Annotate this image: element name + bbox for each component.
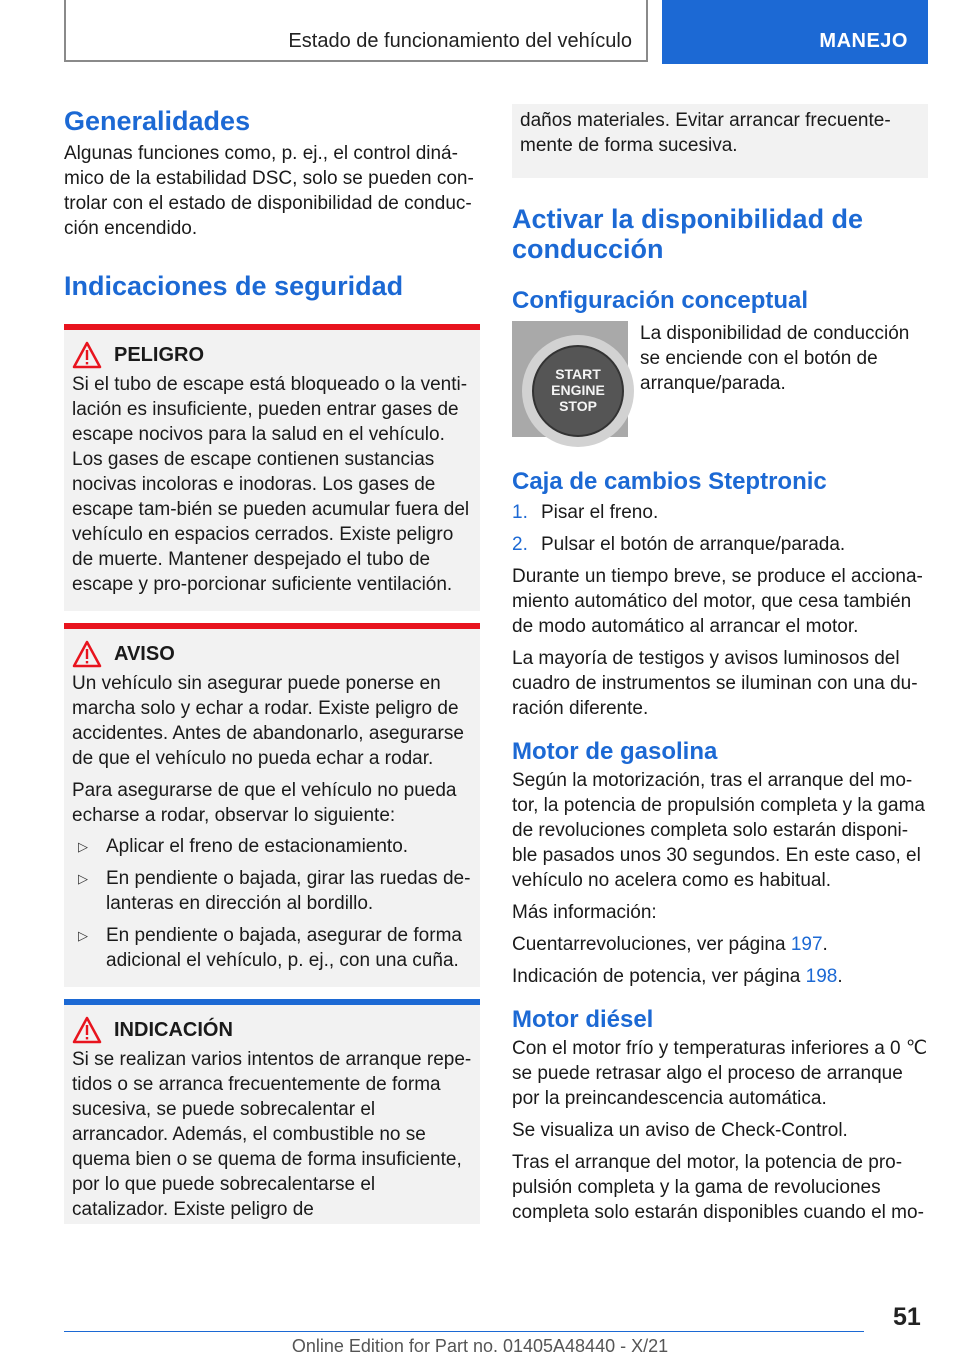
list-item: ▷ En pendiente o bajada, asegurar de forma adicional el vehículo, p. ej., con una cuña.	[78, 925, 462, 971]
warning-triangle-icon	[72, 341, 102, 369]
hint-text-continued: daños materiales. Evitar arrancar frecuente-mente de forma sucesiva.	[520, 110, 891, 156]
notice-label: AVISO	[114, 642, 175, 665]
notice-text-2: Para asegurarse de que el vehículo no pueda echarse a rodar, observar lo siguiente:	[72, 780, 457, 826]
heading-generalidades: Generalidades	[64, 106, 251, 136]
section-tab-label: MANEJO	[819, 30, 908, 52]
list-item: 1. Pisar el freno.	[512, 502, 659, 523]
list-item: 2. Pulsar el botón de arranque/parada.	[512, 534, 846, 555]
triangle-bullet-icon: ▷	[78, 839, 88, 854]
start-stop-button: START ENGINE STOP	[532, 345, 624, 437]
paragraph-diesel-2: Se visualiza un aviso de Check-Control.	[512, 1120, 848, 1141]
heading-activate: Activar la disponibilidad de conducción	[512, 204, 864, 264]
page-link-198[interactable]: 198	[805, 966, 838, 987]
reference-power-display: Indicación de potencia, ver página 198.	[512, 966, 843, 987]
paragraph-step-1: Durante un tiempo breve, se produce el acciona-miento automático del motor, que cesa también de modo automático al arrancar el motor.	[512, 566, 923, 637]
concept-row	[512, 321, 928, 437]
warning-triangle-icon	[72, 1016, 102, 1044]
paragraph-generalidades: Algunas funciones como, p. ej., el control diná-mico de la estabilidad DSC, solo se pueden con-trolar con el estado de disponibilidad de conduc-ción encendido.	[64, 143, 474, 239]
heading-diesel: Motor diésel	[512, 1006, 654, 1033]
warning-triangle-icon	[72, 640, 102, 668]
notice-text-1: Un vehículo sin asegurar puede ponerse en marcha solo y echar a rodar. Existe peligro de accidentes. Antes de abandonarlo, asegurarse de que el vehículo no pueda echar a rodar.	[72, 673, 464, 769]
page-number: 51	[893, 1303, 921, 1331]
danger-text: Si el tubo de escape está bloqueado o la venti-lación es insuficiente, pueden entrar gases de escape nocivos para la salud en el vehículo. Los gases de escape contienen sustancias nocivas incoloras e inodoras. Los gases de escape tam-bién se pueden acumular fuera del vehículo en espacios cerrados. Existe peligro de muerte. Mantener despejado el tubo de escape y pro-porcionar suficiente ventilación.	[72, 374, 470, 595]
notice-header	[72, 639, 474, 669]
right-column	[512, 104, 928, 1225]
reference-tachometer: Cuentarrevoluciones, ver página 197.	[512, 934, 828, 955]
header-frame	[64, 0, 648, 62]
page-link-197[interactable]: 197	[790, 934, 823, 955]
danger-header	[72, 340, 474, 370]
hint-label: INDICACIÓN	[114, 1018, 233, 1041]
danger-box	[64, 324, 480, 611]
danger-label: PELIGRO	[114, 343, 205, 366]
hint-header	[72, 1015, 474, 1045]
header-title: Estado de funcionamiento del vehículo	[288, 30, 632, 52]
paragraph-gasoline-1: Según la motorización, tras el arranque del mo-tor, la potencia de propulsión completa y la gama de revoluciones completa solo estarán disponi-ble pasados unos 30 segundos. En este caso, el vehículo no acelera como es habitual.	[512, 770, 925, 891]
list-item: ▷ En pendiente o bajada, girar las ruedas de-lanteras en dirección al bordillo.	[78, 868, 471, 914]
start-stop-button-image	[512, 321, 628, 437]
paragraph-step-2: La mayoría de testigos y avisos luminosos del cuadro de instrumentos se iluminan con una du-ración diferente.	[512, 648, 918, 719]
heading-safety: Indicaciones de seguridad	[64, 271, 404, 301]
notice-box	[64, 623, 480, 987]
paragraph-concept: La disponibilidad de conducción se enciende con el botón de arranque/parada.	[640, 323, 910, 394]
left-column	[64, 96, 480, 1224]
footer-divider	[64, 1331, 864, 1332]
paragraph-diesel-3: Tras el arranque del motor, la potencia de pro-pulsión completa y la gama de revoluciones completa solo estarán disponibles cuando el mo-	[512, 1152, 924, 1223]
notice-bullet-list	[72, 834, 474, 973]
heading-steptronic: Caja de cambios Steptronic	[512, 468, 827, 495]
footer-edition: Online Edition for Part no. 01405A48440 - X/21	[291, 1336, 669, 1356]
paragraph-gasoline-2: Más información:	[512, 902, 657, 923]
hint-box	[64, 999, 480, 1224]
page-header	[64, 0, 928, 64]
paragraph-diesel-1: Con el motor frío y temperaturas inferiores a 0 ℃ se puede retrasar algo el proceso de arranque por la preincandescencia automática.	[512, 1038, 928, 1109]
heading-concept: Configuración conceptual	[512, 287, 809, 314]
triangle-bullet-icon: ▷	[78, 871, 88, 886]
section-tab[interactable]	[662, 0, 928, 64]
steps-list	[512, 500, 928, 557]
list-item: ▷ Aplicar el freno de estacionamiento.	[78, 836, 409, 857]
triangle-bullet-icon: ▷	[78, 928, 88, 943]
hint-text: Si se realizan varios intentos de arranque repe-tidos o se arranca frecuentemente de forma sucesiva, se puede sobrecalentar el arrancador. Además, el combustible no se quema bien o se quema de forma insuficiente, por lo que puede sobrecalentarse el catalizador. Existe peligro de	[72, 1049, 472, 1220]
hint-box-continued	[512, 104, 928, 178]
heading-gasoline: Motor de gasolina	[512, 738, 718, 765]
